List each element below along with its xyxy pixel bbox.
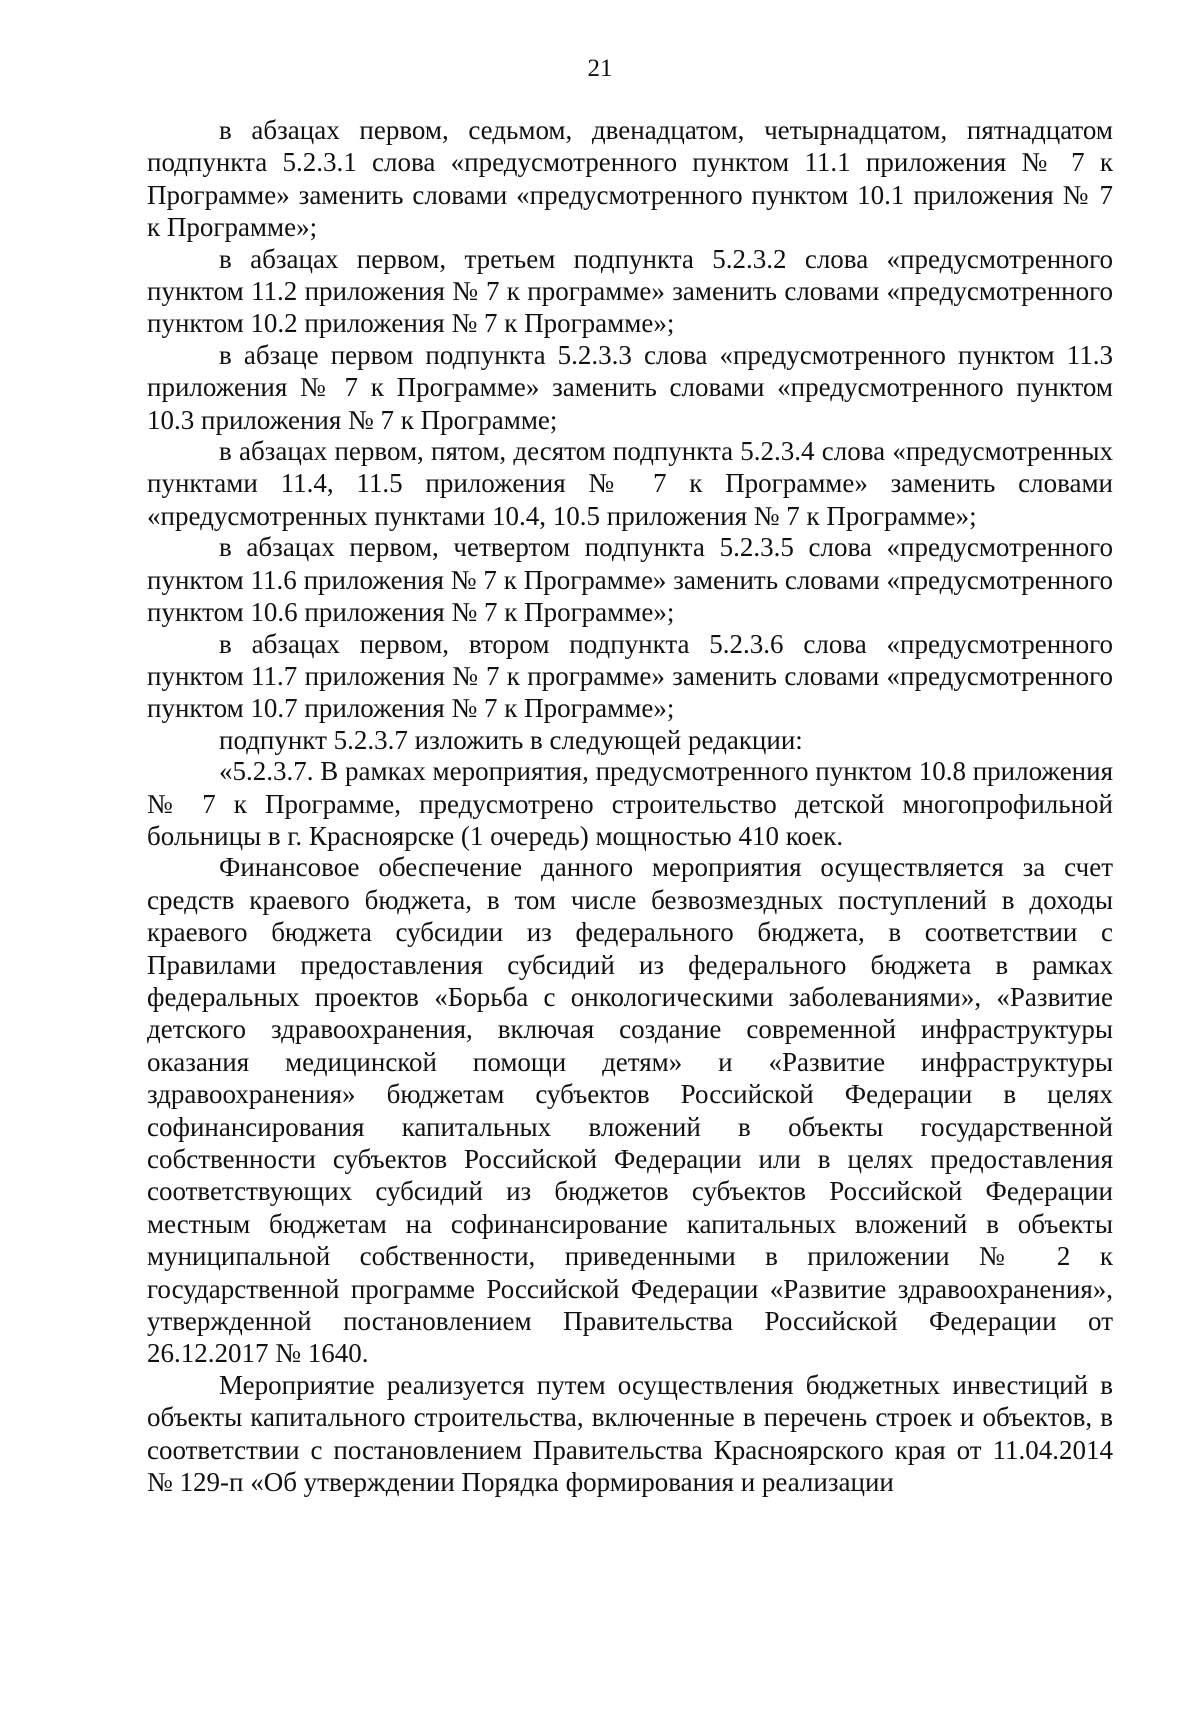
paragraph-6: в абзацах первом, втором подпункта 5.2.3.6 слова «предусмотренного пунктом 11.7 приложения № 7 к программе» заменить словами «предусмотренного пунктом 10.7 приложения № 7 к Программе»; (147, 628, 1113, 724)
paragraph-10: Мероприятие реализуется путем осуществления бюджетных инвестиций в объекты капитального строительства, включенные в перечень строек и объектов, в соответствии с постановлением Правительства Красноярского края от 11.04.2014 № 129-п «Об утверждении Порядка формирования и реализации (147, 1369, 1113, 1498)
page-number: 21 (587, 55, 613, 82)
paragraph-8: «5.2.3.7. В рамках мероприятия, предусмотренного пунктом 10.8 приложения № 7 к Программе, предусмотрено строительство детской многопрофильной больницы в г. Красноярске (1 очередь) мощностью 410 коек. (147, 756, 1113, 851)
paragraph-1: в абзацах первом, седьмом, двенадцатом, четырнадцатом, пятнадцатом подпункта 5.2.3.1 слова «предусмотренного пунктом 11.1 приложения № 7 к Программе» заменить словами «предусмотренного пунктом 10.1 приложения № 7 к Программе»; (147, 115, 1113, 243)
paragraph-2: в абзацах первом, третьем подпункта 5.2.3.2 слова «предусмотренного пунктом 11.2 приложения № 7 к программе» заменить словами «предусмотренного пунктом 10.2 приложения № 7 к Программе»; (147, 243, 1113, 339)
paragraph-7: подпункт 5.2.3.7 изложить в следующей редакции: (219, 724, 803, 755)
paragraph-4: в абзацах первом, пятом, десятом подпункта 5.2.3.4 слова «предусмотренных пунктами 11.4, 11.5 приложения № 7 к Программе» заменить словами «предусмотренных пунктами 10.4, 10.5 приложения № 7 к Программе»; (147, 436, 1113, 531)
paragraph-3: в абзаце первом подпункта 5.2.3.3 слова «предусмотренного пунктом 11.3 приложения № 7 к Программе» заменить словами «предусмотренного пунктом 10.3 приложения № 7 к Программе; (147, 339, 1113, 435)
document-body (147, 114, 1113, 1498)
paragraph-5: в абзацах первом, четвертом подпункта 5.2.3.5 слова «предусмотренного пунктом 11.6 приложения № 7 к Программе» заменить словами «предусмотренного пунктом 10.6 приложения № 7 к Программе»; (147, 532, 1113, 628)
paragraph-9: Финансовое обеспечение данного мероприятия осуществляется за счет средств краевого бюджета, в том числе безвозмездных поступлений в доходы краевого бюджета субсидии из федерального бюджета, в соответствии с Правилами предоставления субсидий из федерального бюджета в рамках федеральных проектов «Борьба с онкологическими заболеваниями», «Развитие детского здравоохранения, включая создание современной инфраструктуры оказания медицинской помощи детям» и «Развитие инфраструктуры здравоохранения» бюджетам субъектов Российской Федерации в целях софинансирования капитальных вложений в объекты государственной собственности субъектов Российской Федерации или в целях предоставления соответствующих субсидий из бюджетов субъектов Российской Федерации местным бюджетам на софинансирование капитальных вложений в объекты муниципальной собственности, приведенными в приложении № 2 к государственной программе Российской Федерации «Развитие здравоохранения», утвержденной постановлением Правительства Российской Федерации от 26.12.2017 № 1640. (147, 852, 1113, 1369)
